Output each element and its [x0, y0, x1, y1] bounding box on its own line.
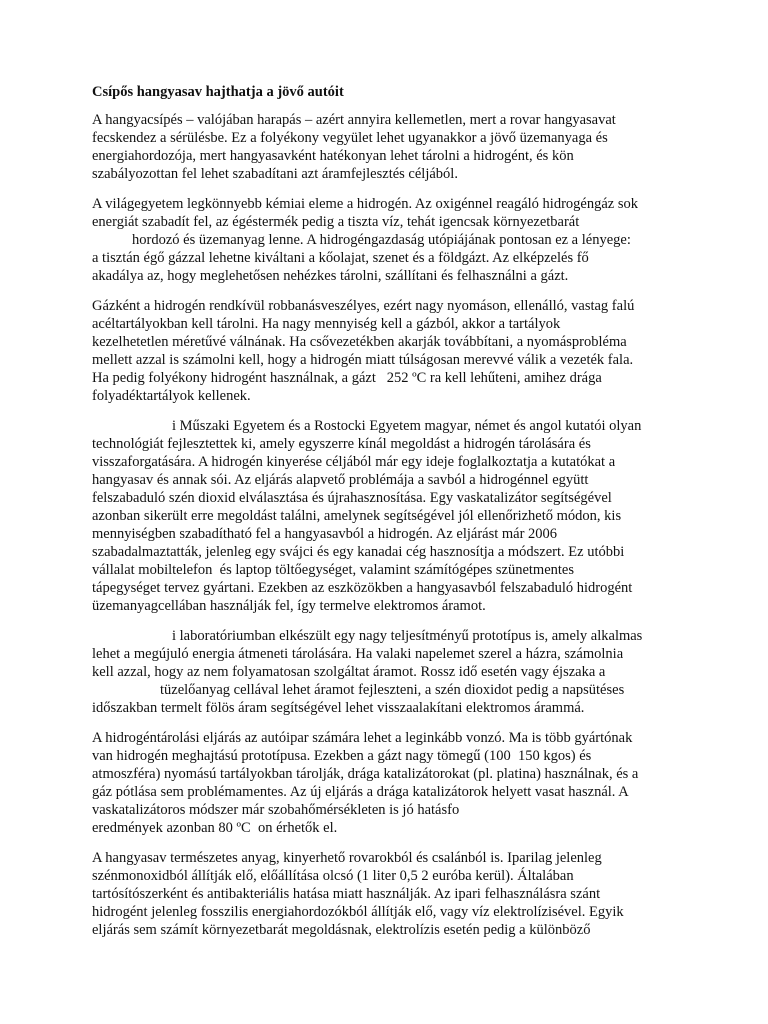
document-title: Csípős hangyasav hajthatja a jövő autóit [92, 84, 344, 100]
paragraph-2-line-2: energiát szabadít fel, az égéstermék pedig a tiszta víz, tehát igencsak környezetbarát [92, 214, 580, 230]
paragraph-7-line-3: tartósítószerként és antibakteriális hatása miatt használják. Az ipari felhasználásra szánt [92, 886, 601, 902]
paragraph-4-line-10: tápegységet tervez gyártani. Ezekben az eszközökben a hangyasavból felszabaduló hidrogént [92, 580, 633, 596]
paragraph-4-line-4: hangyasav és annak sói. Az eljárás alapvető problémája a savból a hidrogénnel együtt [92, 472, 589, 488]
paragraph-3-line-4: mellett azzal is számolni kell, hogy a hidrogén miatt túlságosan merevvé válik a vezeték fala. [92, 352, 634, 368]
paragraph-5-line-1: i laboratóriumban elkészült egy nagy teljesítményű prototípus is, amely alkalmas [172, 628, 643, 644]
paragraph-1-line-3: energiahordozója, mert hangyasavként hatékonyan lehet tárolni a hidrogént, és kön [92, 148, 574, 164]
paragraph-2-line-4: a tisztán égő gázzal lehetne kiváltani a kőolajat, szenet és a földgázt. Az elképzelés fő [92, 250, 589, 266]
paragraph-6-line-6: eredmények azonban 80 ºC on érhetők el. [92, 820, 338, 836]
paragraph-2-line-3: hordozó és üzemanyag lenne. A hidrogéngazdaság utópiájának pontosan ez a lényege: [132, 232, 631, 248]
paragraph-2-line-5: akadálya az, hogy meglehetősen nehézkes tárolni, szállítani és felhasználni a gázt. [92, 268, 569, 284]
paragraph-6-line-4: gáz pótlása sem problémamentes. Az új eljárás a drága katalizátorok helyett vasat használ. A [92, 784, 629, 800]
paragraph-1-line-4: szabályozottan fel lehet szabadítani azt áramfejlesztés céljából. [92, 166, 458, 182]
paragraph-4-line-11: üzemanyagcellában használják fel, így termelve elektromos áramot. [92, 598, 486, 614]
paragraph-4-line-3: visszaforgatására. A hidrogén kinyerése céljából már egy ideje foglalkoztatja a kutatókat a [92, 454, 616, 470]
paragraph-4-line-2: technológiát fejlesztettek ki, amely egyszerre kínál megoldást a hidrogén tárolására és [92, 436, 591, 452]
paragraph-4-line-6: azonban sikerült erre megoldást találni, amelynek segítségével jól ellenőrizhető módon, kis [92, 508, 622, 524]
paragraph-5-line-3: kell azzal, hogy az nem folyamatosan szolgáltat áramot. Rossz idő esetén vagy éjszaka a [92, 664, 606, 680]
paragraph-6-line-3: atmoszféra) nyomású tartályokban tárolják, drága katalizátorokat (pl. platina) használnak, és a [92, 766, 639, 782]
paragraph-6-line-1: A hidrogéntárolási eljárás az autóipar számára lehet a leginkább vonzó. Ma is több gyártónak [92, 730, 633, 746]
paragraph-3-line-2: acéltartályokban kell tárolni. Ha nagy mennyiség kell a gázból, akkor a tartályok [92, 316, 561, 332]
paragraph-7-line-4: hidrogént jelenleg fosszilis energiahordozókból állítják elő, vagy víz elektrolízisével. Egyik [92, 904, 624, 920]
paragraph-5-line-5: időszakban termelt fölös áram segítségével lehet visszaalakítani elektromos árammá. [92, 700, 585, 716]
paragraph-7-line-5: eljárás sem számít környezetbarát megoldásnak, elektrolízis esetén pedig a különböző [92, 922, 591, 938]
paragraph-3-line-1: Gázként a hidrogén rendkívül robbanásveszélyes, ezért nagy nyomáson, ellenálló, vastag falú [92, 298, 635, 314]
paragraph-4-line-5: felszabaduló szén dioxid elválasztása és újrahasznosítása. Egy vaskatalizátor segítségével [92, 490, 612, 506]
paragraph-3-line-6: folyadéktartályok kellenek. [92, 388, 251, 404]
paragraph-4-line-9: vállalat mobiltelefon és laptop töltőegységet, valamint számítógépes szünetmentes [92, 562, 574, 578]
paragraph-4-line-8: szabadalmaztatták, jelenleg egy svájci és egy kanadai cég hasznosítja a módszert. Ez utóbbi [92, 544, 625, 560]
paragraph-4-line-7: mennyiségben szabadítható fel a hangyasavból a hidrogén. Az eljárást már 2006 [92, 526, 558, 542]
paragraph-1-line-2: fecskendez a sérülésbe. Ez a folyékony vegyület lehet ugyanakkor a jövő üzemanyaga és [92, 130, 608, 146]
paragraph-6-line-5: vaskatalizátoros módszer már szobahőmérsékleten is jó hatásfo [92, 802, 460, 818]
paragraph-6-line-2: van hidrogén meghajtású prototípusa. Ezekben a gázt nagy tömegű (100 150 kgos) és [92, 748, 592, 764]
paragraph-7-line-1: A hangyasav természetes anyag, kinyerhető rovarokból és csalánból is. Iparilag jelenleg [92, 850, 602, 866]
paragraph-1-line-1: A hangyacsípés – valójában harapás – azért annyira kellemetlen, mert a rovar hangyasavat [92, 112, 616, 128]
paragraph-2-line-1: A világegyetem legkönnyebb kémiai eleme a hidrogén. Az oxigénnel reagáló hidrogéngáz sok [92, 196, 638, 212]
paragraph-7-line-2: szénmonoxidból állítják elő, előállítása olcsó (1 liter 0,5 2 euróba kerül). Általában [92, 868, 574, 884]
paragraph-5-line-2: lehet a megújuló energia átmeneti tárolására. Ha valaki napelemet szerel a házra, számolnia [92, 646, 624, 662]
paragraph-3-line-5: Ha pedig folyékony hidrogént használnak, a gázt 252 ºC ra kell lehűteni, amihez drága [92, 370, 602, 386]
paragraph-3-line-3: kezelhetetlen méretűvé válnának. Ha csővezetékben akarják továbbítani, a nyomásprobléma [92, 334, 627, 350]
paragraph-5-line-4: tüzelőanyag cellával lehet áramot fejleszteni, a szén dioxidot pedig a napsütéses [160, 682, 625, 698]
paragraph-4-line-1: i Műszaki Egyetem és a Rostocki Egyetem magyar, német és angol kutatói olyan [172, 418, 642, 434]
